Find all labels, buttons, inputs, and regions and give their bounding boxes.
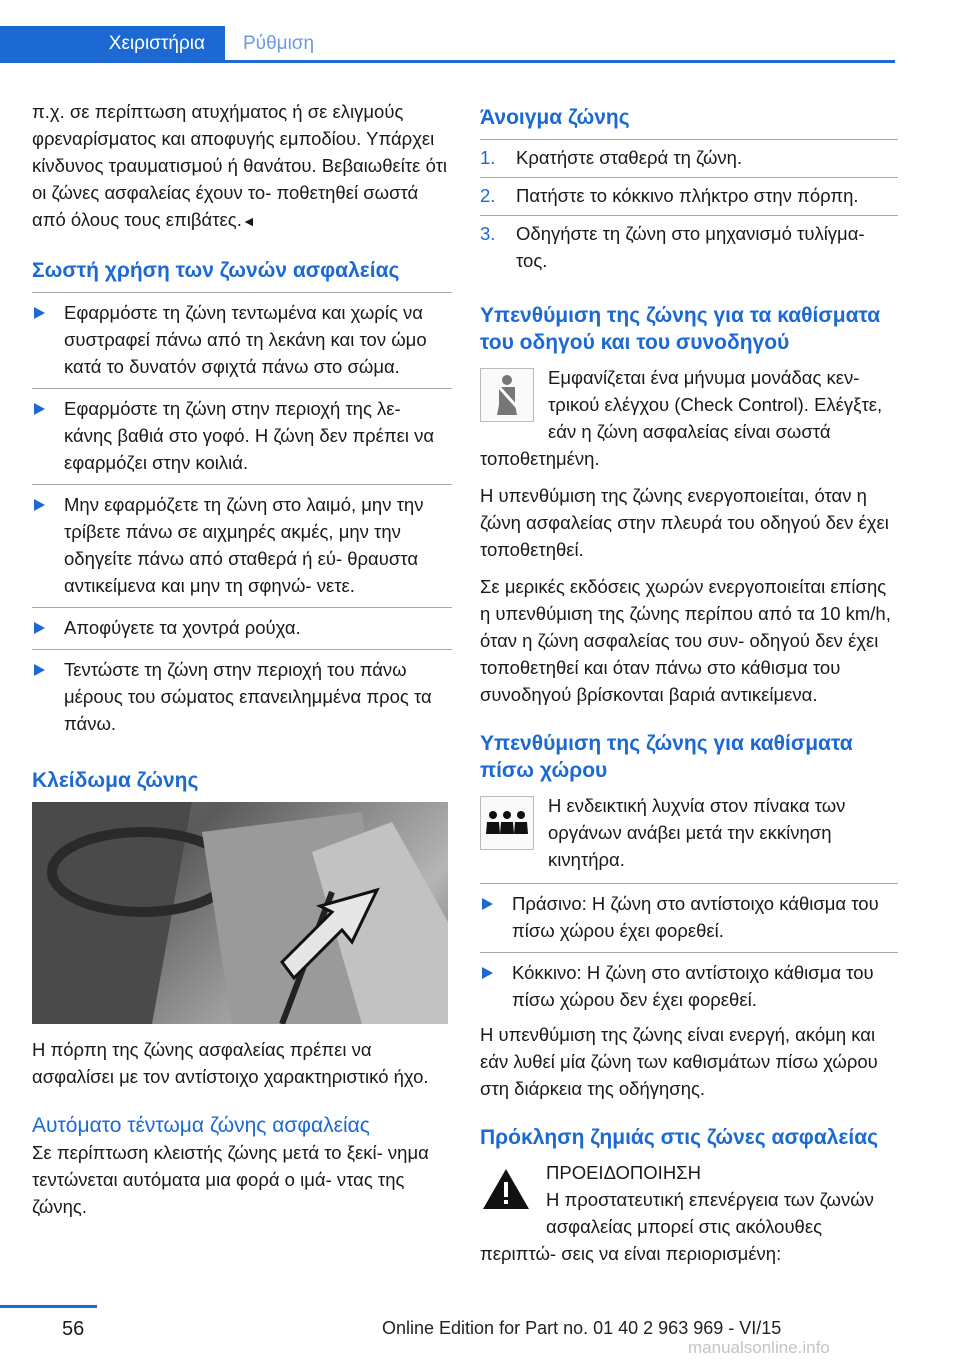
list-item: Πράσινο: Η ζώνη στο αντίστοιχο κάθισμα του πίσω χώρου έχει φορεθεί. (480, 883, 898, 952)
driver-reminder-text: Εμφανίζεται ένα μήνυμα μονάδας κεν- τρικού ελέγχου (Check Control). Ελέγξτε, εάν η ζώνη ασφαλείας είναι σωστά τοποθετημένη. (480, 367, 883, 469)
list-item: Εφαρμόστε τη ζώνη τεντωμένα και χωρίς να συστραφεί πάνω από τη λεκάνη και τον ώμο κατά το δυνατόν σφιχτά πάνω στο σώμα. (32, 292, 452, 388)
intro-paragraph (32, 98, 452, 235)
edition-text: Online Edition for Part no. 01 40 2 963 969 - VI/15 (382, 1318, 782, 1338)
page-number: 56 (62, 1318, 85, 1340)
warning-title: ΠΡΟΕΙΔΟΠΟΙΗΣΗ (546, 1162, 701, 1183)
bullet-triangle-icon (482, 898, 493, 910)
bullet-triangle-icon (34, 664, 45, 676)
auto-tension-text: Σε περίπτωση κλειστής ζώνης μετά το ξεκί- νημα τεντώνεται αυτόματα μια φορά ο ιμά- ντας της ζώνης. (32, 1142, 429, 1217)
buckle-illustration (32, 802, 448, 1024)
right-column (480, 98, 898, 1277)
left-column (32, 98, 452, 1230)
usage-list (32, 292, 452, 745)
rear-reminder-p2: Η υπενθύμιση της ζώνης είναι ενεργή, ακόμη και εάν λυθεί μία ζώνη των καθισμάτων πίσω χώρου στη διάρκεια της οδήγησης. (480, 1024, 878, 1099)
steps-list (480, 139, 898, 280)
bullet-triangle-icon (34, 403, 45, 415)
list-item: Τεντώστε τη ζώνη στην περιοχή του πάνω μέρους του σώματος επανειλημμένα προς τα πάνω. (32, 649, 452, 745)
list-item: 3. Οδηγήστε τη ζώνη στο μηχανισμό τυλίγμα- τος. (480, 215, 898, 280)
rear-passengers-icon (480, 796, 534, 850)
intro-text: π.χ. σε περίπτωση ατυχήματος ή σε ελιγμούς φρεναρίσματος και αποφυγής εμποδίου. Υπάρχει κίνδυνος τραυματισμού ή θανάτου. Βεβαιωθείτε ότι οι ζώνες ασφαλείας έχουν το- ποθετηθεί σωστά από όλους τους επιβάτες. (32, 101, 448, 230)
tab-controls[interactable]: Χειριστήρια (0, 26, 225, 62)
bullet-triangle-icon (34, 307, 45, 319)
buckle-text: Η πόρπη της ζώνης ασφαλείας πρέπει να ασφαλίσει με τον αντίστοιχο χαρακτηριστικό ήχο. (32, 1039, 429, 1087)
heading-open-belt: Άνοιγμα ζώνης (480, 106, 630, 129)
heading-correct-use: Σωστή χρήση των ζωνών ασφαλείας (32, 259, 400, 282)
rear-reminder-text: Η ενδεικτική λυχνία στον πίνακα των οργάνων ανάβει μετά την εκκίνηση κινητήρα. (548, 795, 846, 870)
heading-driver-reminder: Υπενθύμιση της ζώνης για τα καθίσματα του οδηγού και του συνοδηγού (480, 304, 881, 354)
warning-triangle-icon (480, 1163, 532, 1215)
seatbelt-buckle-photo (32, 802, 448, 1024)
warning-text: Η προστατευτική επενέργεια των ζωνών ασφαλείας μπορεί στις ακόλουθες περιπτώ- σεις να είναι περιορισμένη: (480, 1189, 874, 1264)
list-item: Μην εφαρμόζετε τη ζώνη στο λαιμό, μην την τρίβετε πάνω σε αιχμηρές ακμές, μην την οδηγείτε πάνω από σταθερά ή εύ- θραυστα αντικείμενα και μην τη σφηνώ- νετε. (32, 484, 452, 607)
heading-buckle: Κλείδωμα ζώνης (32, 769, 199, 792)
driver-reminder-p2: Η υπενθύμιση της ζώνης ενεργοποιείται, όταν η ζώνη ασφαλείας στην πλευρά του οδηγού δεν έχει τοποθετηθεί. (480, 485, 889, 560)
list-item: Εφαρμόστε τη ζώνη στην περιοχή της λε- κάνης βαθιά στο γοφό. Η ζώνη δεν πρέπει να εφαρμόζει στην κοιλιά. (32, 388, 452, 484)
heading-auto-tension: Αυτόματο τέντωμα ζώνης ασφαλείας (32, 1114, 370, 1137)
list-item: 1. Κρατήστε σταθερά τη ζώνη. (480, 139, 898, 177)
header-rule (0, 60, 895, 63)
watermark: manualsonline.info (688, 1338, 830, 1357)
driver-reminder-p3: Σε μερικές εκδόσεις χωρών ενεργοποιείται επίσης η υπενθύμιση της ζώνης περίπου από τα 10 km/h, όταν η ζώνη ασφαλείας του συν- οδηγού δεν έχει τοποθετηθεί και όταν πάνω στο κάθισμα του συνοδηγού βρίσκονται βαριά αντικείμενα. (480, 576, 891, 705)
bullet-triangle-icon (34, 622, 45, 634)
end-mark: ◄ (241, 213, 256, 229)
bullet-triangle-icon (34, 499, 45, 511)
heading-belt-damage: Πρόκληση ζημιάς στις ζώνες ασφαλείας (480, 1126, 879, 1149)
footer-rule (0, 1305, 97, 1308)
tab-settings[interactable]: Ρύθμιση (243, 33, 315, 54)
seatbelt-warning-icon (480, 368, 534, 422)
list-item: 2. Πατήστε το κόκκινο πλήκτρο στην πόρπη. (480, 177, 898, 215)
bullet-triangle-icon (482, 967, 493, 979)
heading-rear-reminder: Υπενθύμιση της ζώνης για καθίσματα πίσω χώρου (480, 732, 853, 782)
list-item: Αποφύγετε τα χοντρά ρούχα. (32, 607, 452, 649)
list-item: Κόκκινο: Η ζώνη στο αντίστοιχο κάθισμα του πίσω χώρου δεν έχει φορεθεί. (480, 952, 898, 1021)
rear-list (480, 883, 898, 1021)
